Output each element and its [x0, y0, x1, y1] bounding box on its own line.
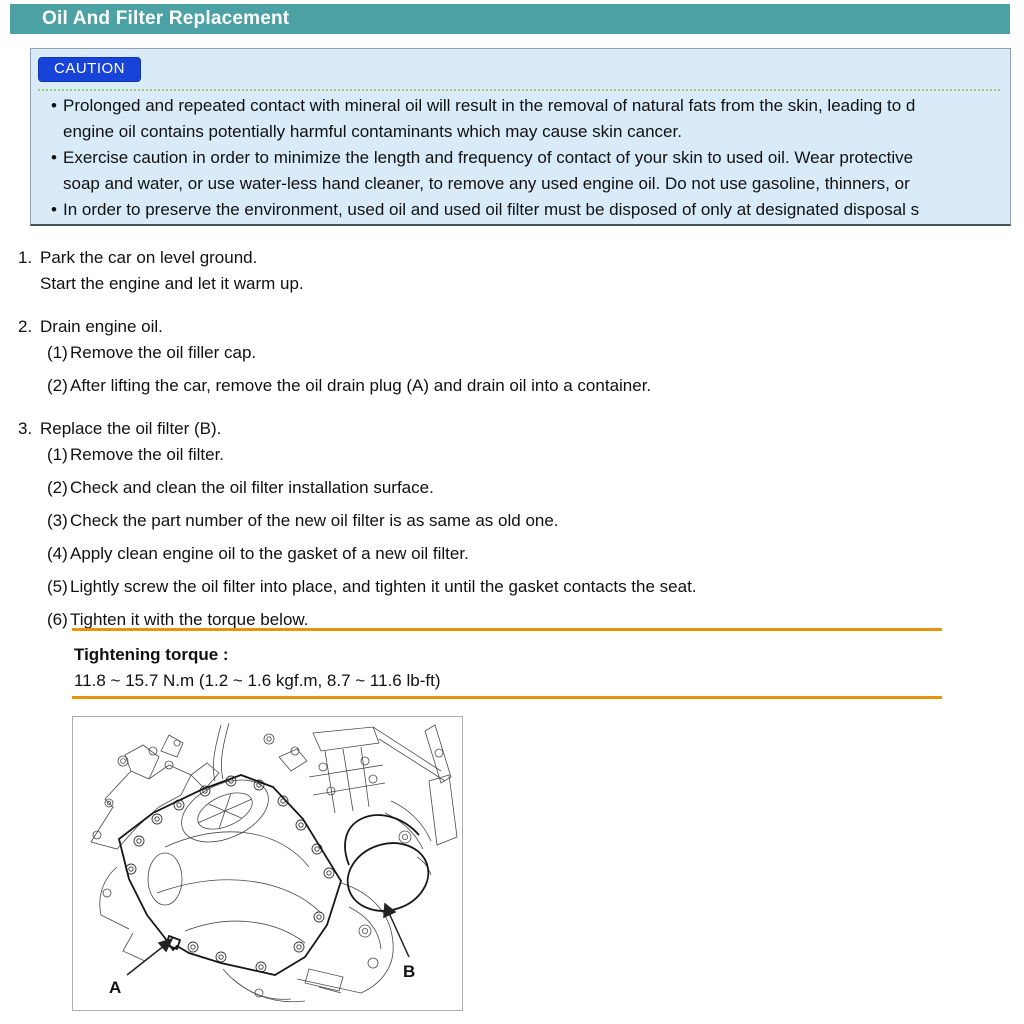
step-3: [18, 416, 1008, 633]
torque-label: Tightening torque :: [74, 645, 229, 664]
substep-number: (6): [47, 610, 68, 629]
figure-label-b: B: [403, 962, 416, 981]
caution-line: [38, 171, 1002, 197]
engine-oil-pan-figure: [72, 716, 463, 1011]
caution-line-text: soap and water, or use water-less hand cleaner, to remove any used engine oil. Do not use gasoline, thinners, or: [63, 174, 910, 193]
pan-flange-bolts: [126, 776, 334, 972]
step-2: [18, 314, 1008, 399]
substep-text: Apply clean engine oil to the gasket of a new oil filter.: [70, 544, 469, 563]
page-title: Oil And Filter Replacement: [42, 8, 290, 29]
caution-line-text: Exercise caution in order to minimize the length and frequency of contact of your skin to used oil. Wear protective: [63, 148, 914, 167]
figure-label-a: A: [109, 978, 122, 997]
substep-text: Lightly screw the oil filter into place, and tighten it until the gasket contacts the seat.: [70, 577, 697, 596]
substep-text: Check and clean the oil filter installation surface.: [70, 478, 434, 497]
step-number: 2.: [18, 317, 33, 336]
substep-number: (5): [47, 577, 68, 596]
oil-pan-outline: [119, 775, 341, 975]
substep-number: (1): [47, 445, 68, 464]
step-text: Drain engine oil.: [40, 317, 163, 336]
caution-line-text: engine oil contains potentially harmful contaminants which may cause skin cancer.: [63, 122, 682, 141]
bullet-icon: •: [51, 200, 57, 219]
substep: [47, 508, 1008, 534]
step-number: 1.: [18, 248, 33, 267]
caution-line: [38, 197, 1002, 223]
substep-number: (4): [47, 544, 68, 563]
step-1: [18, 245, 1008, 297]
substep-number: (3): [47, 511, 68, 530]
substep: [47, 340, 1008, 366]
substep: [47, 574, 1008, 600]
caution-box: [30, 48, 1011, 226]
torque-value: 11.8 ~ 15.7 N.m (1.2 ~ 1.6 kgf.m, 8.7 ~ 11.6 lb-ft): [74, 671, 441, 690]
caution-line-text: In order to preserve the environment, used oil and used oil filter must be disposed of only at designated disposal s: [63, 200, 920, 219]
tightening-torque-callout: [72, 628, 942, 699]
substep-text: After lifting the car, remove the oil drain plug (A) and drain oil into a container.: [70, 376, 652, 395]
substep-text: Remove the oil filter.: [70, 445, 225, 464]
caution-line: [38, 93, 1002, 119]
step-number: 3.: [18, 419, 33, 438]
substep: [47, 442, 1008, 468]
substep: [47, 541, 1008, 567]
step-text: Replace the oil filter (B).: [40, 419, 222, 438]
caution-divider: [38, 89, 1000, 91]
substep-text: Remove the oil filler cap.: [70, 343, 257, 362]
caution-line: [38, 145, 1002, 171]
figure-arrow-a: [127, 939, 172, 975]
procedure-steps: [18, 245, 1008, 633]
figure-arrow-b: [384, 904, 409, 957]
oil-filter: [339, 815, 437, 921]
step-text: Park the car on level ground.: [40, 248, 258, 267]
bullet-icon: •: [51, 96, 57, 115]
substep-text: Tighten it with the torque below.: [70, 610, 309, 629]
caution-line: [38, 119, 1002, 145]
caution-text: [38, 93, 1002, 223]
substep-number: (2): [47, 478, 68, 497]
caution-line-text: Prolonged and repeated contact with mineral oil will result in the removal of natural fats from the skin, leading to d: [63, 96, 916, 115]
substep: [47, 475, 1008, 501]
bullet-icon: •: [51, 148, 57, 167]
page-title-bar: [10, 4, 1010, 34]
substep-number: (2): [47, 376, 68, 395]
step-text: Start the engine and let it warm up.: [40, 274, 304, 293]
caution-badge: CAUTION: [38, 57, 141, 82]
substep-number: (1): [47, 343, 68, 362]
substep: [47, 373, 1008, 399]
substep-text: Check the part number of the new oil filter is as same as old one.: [70, 511, 559, 530]
